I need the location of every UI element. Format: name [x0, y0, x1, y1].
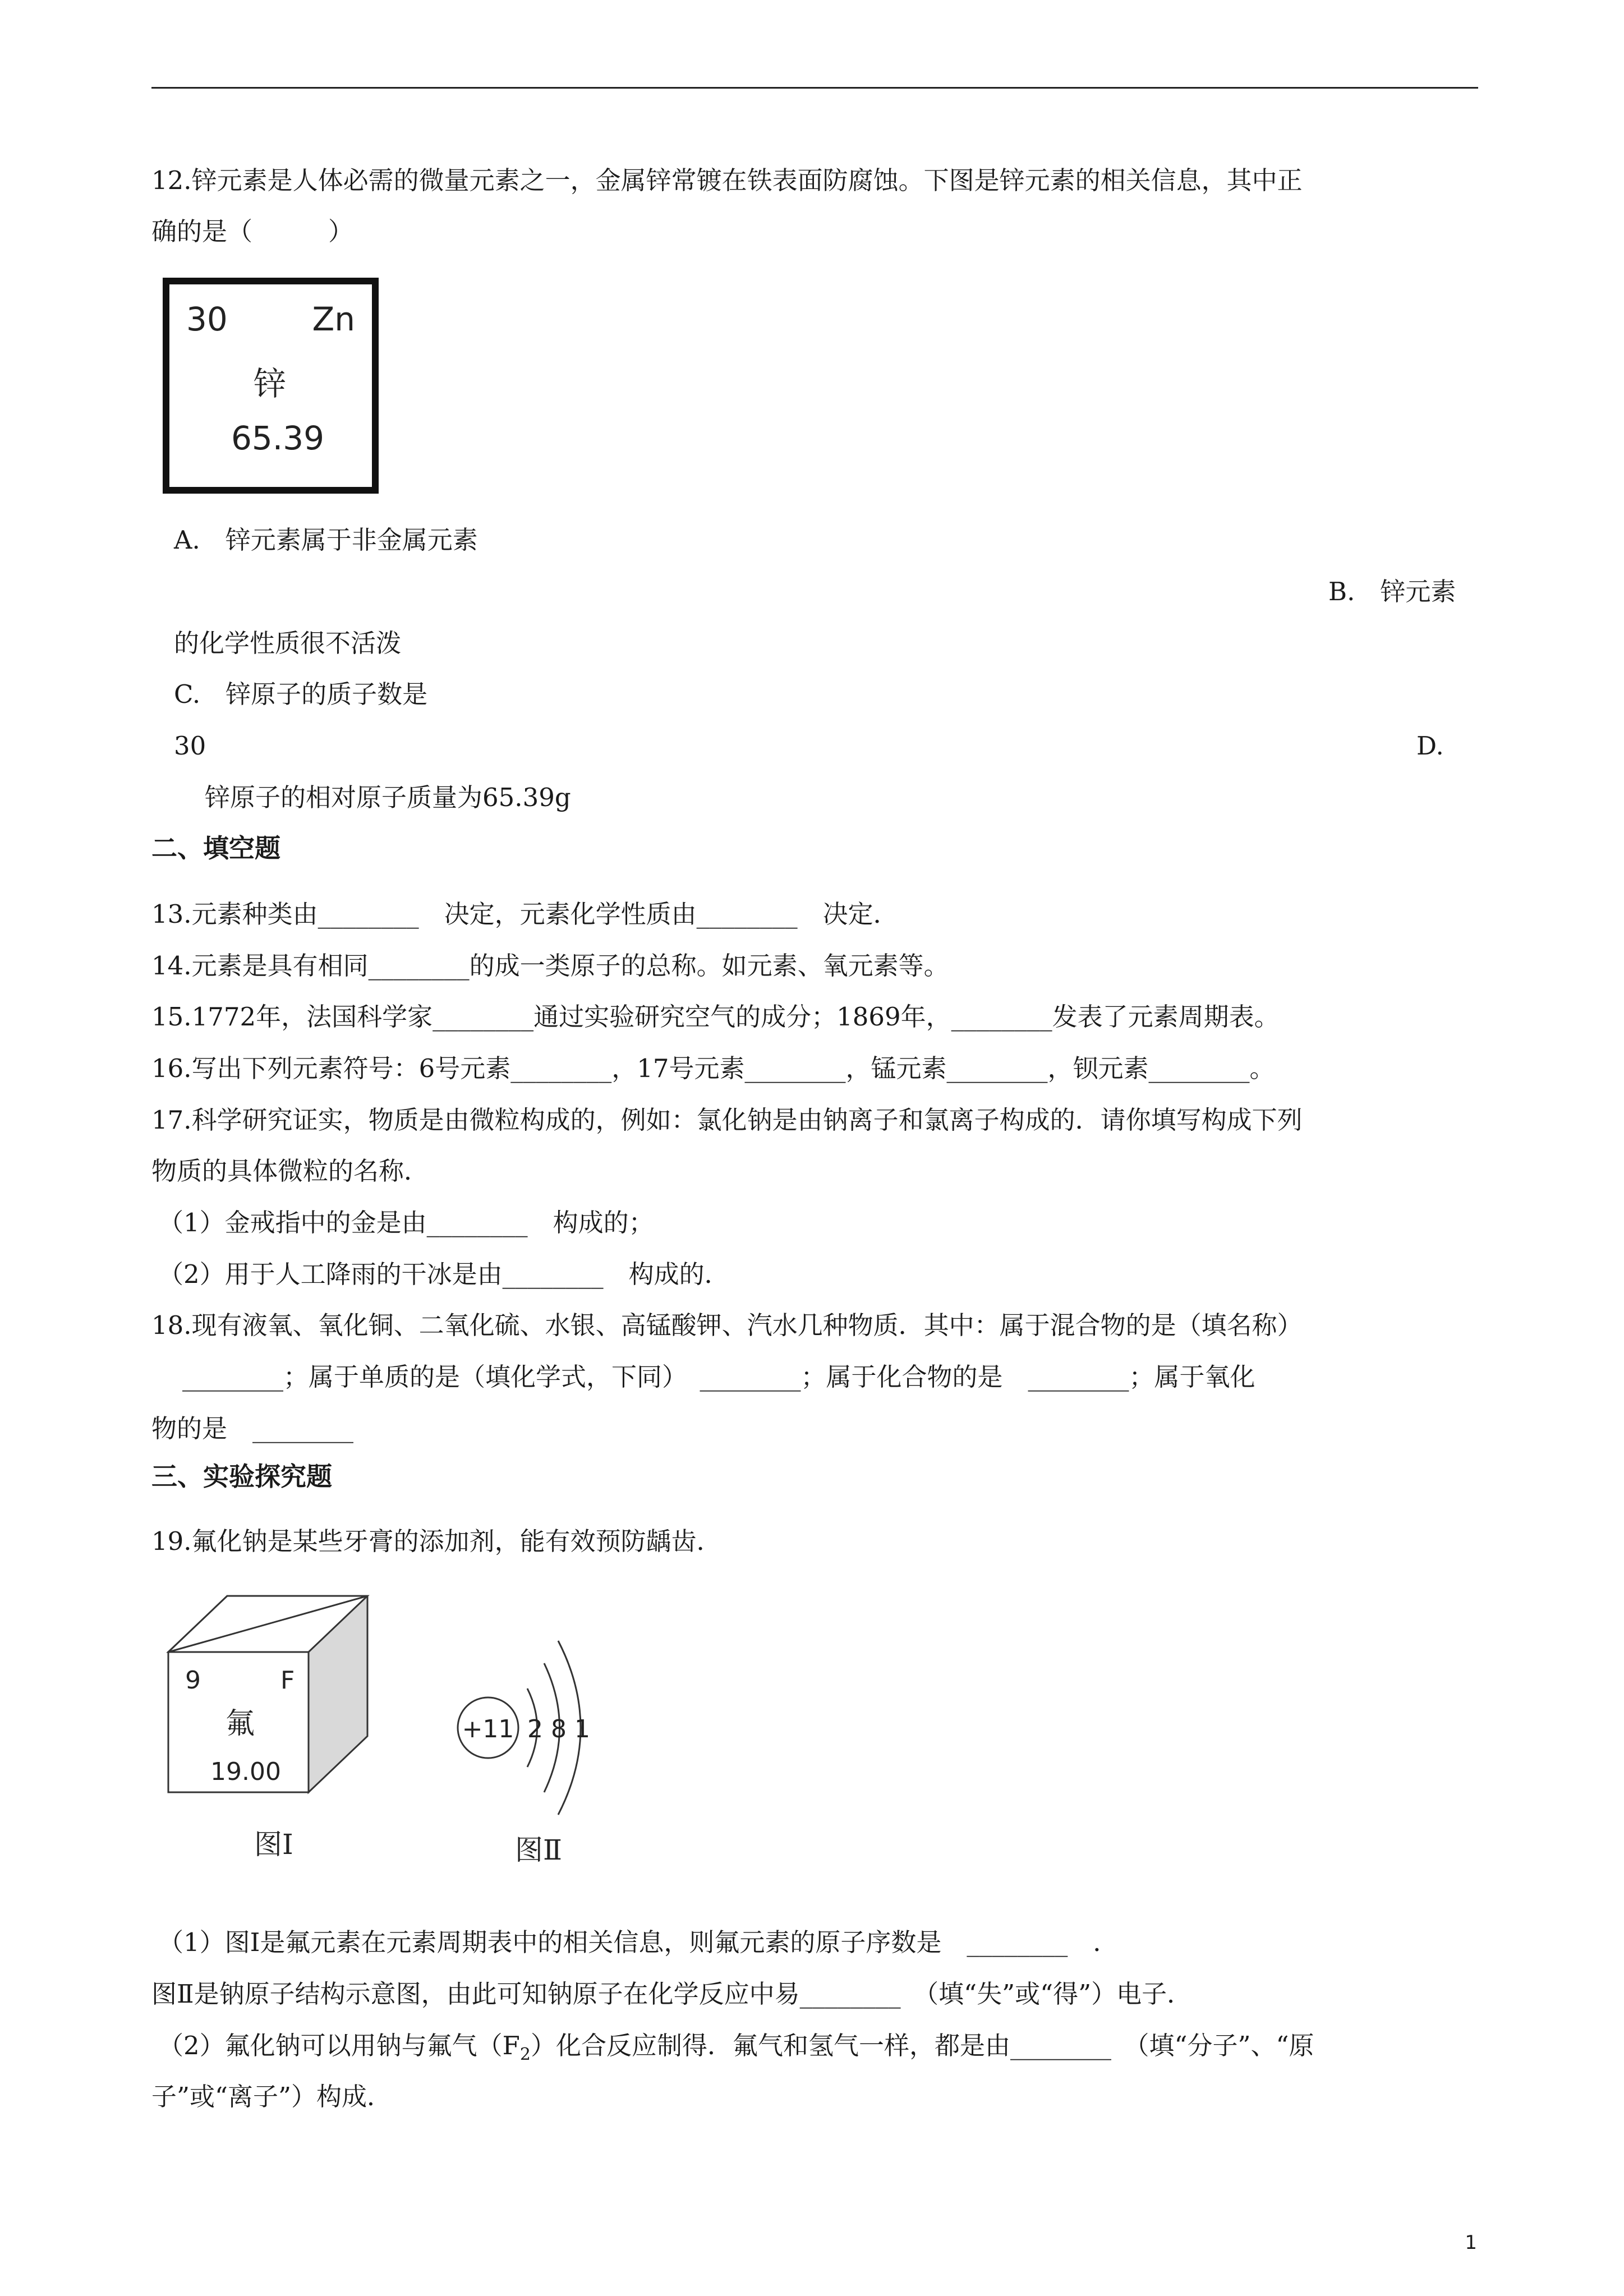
q19-sub2-line1 [158, 2029, 1314, 2072]
q13-text: 13.元素种类由________ 决定，元素化学性质由________ 决定． [151, 899, 899, 929]
sodium-atom-diagram [449, 1610, 623, 1871]
zinc-atomic-mass: 65.39 [231, 419, 325, 457]
q19-sub2-pre: （2）氟化钠可以用钠与氟气（F [158, 2031, 520, 2060]
fluorine-name: 氟 [226, 1707, 255, 1741]
zinc-atomic-number: 30 [186, 300, 228, 338]
section-heading-experiment: 三、实验探究题 [151, 1461, 332, 1492]
q12-option-b-tail: 的化学性质很不活泼 [174, 628, 402, 658]
figure1-caption: 图Ⅰ [254, 1828, 293, 1861]
zinc-symbol: Zn [312, 300, 355, 338]
q17-sub1: （1）金戒指中的金是由________ 构成的； [158, 1208, 654, 1237]
q15-text: 15.1772年，法国科学家________通过实验研究空气的成分；1869年，________发表了元素周期表。 [151, 1002, 1280, 1032]
q17-sub2: （2）用于人工降雨的干冰是由________ 构成的． [158, 1259, 730, 1289]
q19-sub2-line2: 子”或“离子”）构成． [151, 2082, 393, 2111]
q12-option-a: A. 锌元素属于非金属元素 [174, 525, 478, 555]
fluorine-symbol: F [280, 1666, 295, 1695]
fluorine-element-figure [163, 1590, 381, 1871]
q12-stem-line2: 确的是（ ） [151, 217, 354, 246]
q12-option-b-head: B. 锌元素 [1328, 577, 1456, 606]
q12-option-c-tail: 30 [174, 731, 206, 761]
page-number: 1 [1465, 2231, 1477, 2254]
sodium-shell-electrons: 2 8 1 [527, 1715, 590, 1743]
sodium-nucleus-charge: +11 [462, 1715, 514, 1743]
zinc-element-card [163, 278, 379, 494]
q17-line2: 物质的具体微粒的名称． [151, 1156, 430, 1186]
q19-sub1-line2: 图Ⅱ是钠原子结构示意图，由此可知钠原子在化学反应中易________ （填“失”或“得”）电子． [151, 1979, 1193, 2009]
q12-option-c-head: C. 锌原子的质子数是 [174, 679, 428, 709]
q18-line2: ________；属于单质的是（填化学式，下同） ________；属于化合物的是 ________；属于氧化 [182, 1362, 1255, 1392]
q18-line3: 物的是 ________ [151, 1414, 354, 1443]
q19-sub1-line1: （1）图Ⅰ是氟元素在元素周期表中的相关信息，则氟元素的原子序数是 ________ ． [158, 1927, 1119, 1957]
zinc-name: 锌 [254, 365, 287, 403]
q17-line1: 17.科学研究证实，物质是由微粒构成的，例如：氯化钠是由钠离子和氯离子构成的．请你填写构成下列 [151, 1105, 1303, 1135]
header-rule [151, 87, 1478, 89]
figure2-caption: 图Ⅱ [515, 1834, 562, 1866]
fluorine-atomic-number: 9 [185, 1666, 201, 1695]
q12-option-d-tail: 锌原子的相对原子质量为65.39g [205, 783, 571, 812]
q18-line1: 18.现有液氧、氧化铜、二氧化硫、水银、高锰酸钾、汽水几种物质．其中：属于混合物的是（填名称） [151, 1310, 1303, 1340]
q12-stem-line1: 12.锌元素是人体必需的微量元素之一，金属锌常镀在铁表面防腐蚀。下图是锌元素的相关信息，其中正 [151, 165, 1303, 195]
q14-text: 14.元素是具有相同________的成一类原子的总称。如元素、氧元素等。 [151, 951, 949, 981]
q12-option-d-head: D. [1416, 731, 1444, 761]
q19-stem: 19.氟化钠是某些牙膏的添加剂，能有效预防龋齿． [151, 1526, 722, 1556]
fluorine-atomic-mass: 19.00 [210, 1757, 281, 1786]
q16-text: 16.写出下列元素符号：6号元素________，17号元素________，锰元素________，钡元素________。 [151, 1053, 1275, 1083]
section-heading-fill-blank: 二、填空题 [151, 833, 280, 863]
q19-sub2-subscript: 2 [519, 2045, 531, 2064]
q19-sub2-post: ）化合反应制得．氟气和氢气一样，都是由________ （填“分子”、“原 [530, 2031, 1314, 2060]
